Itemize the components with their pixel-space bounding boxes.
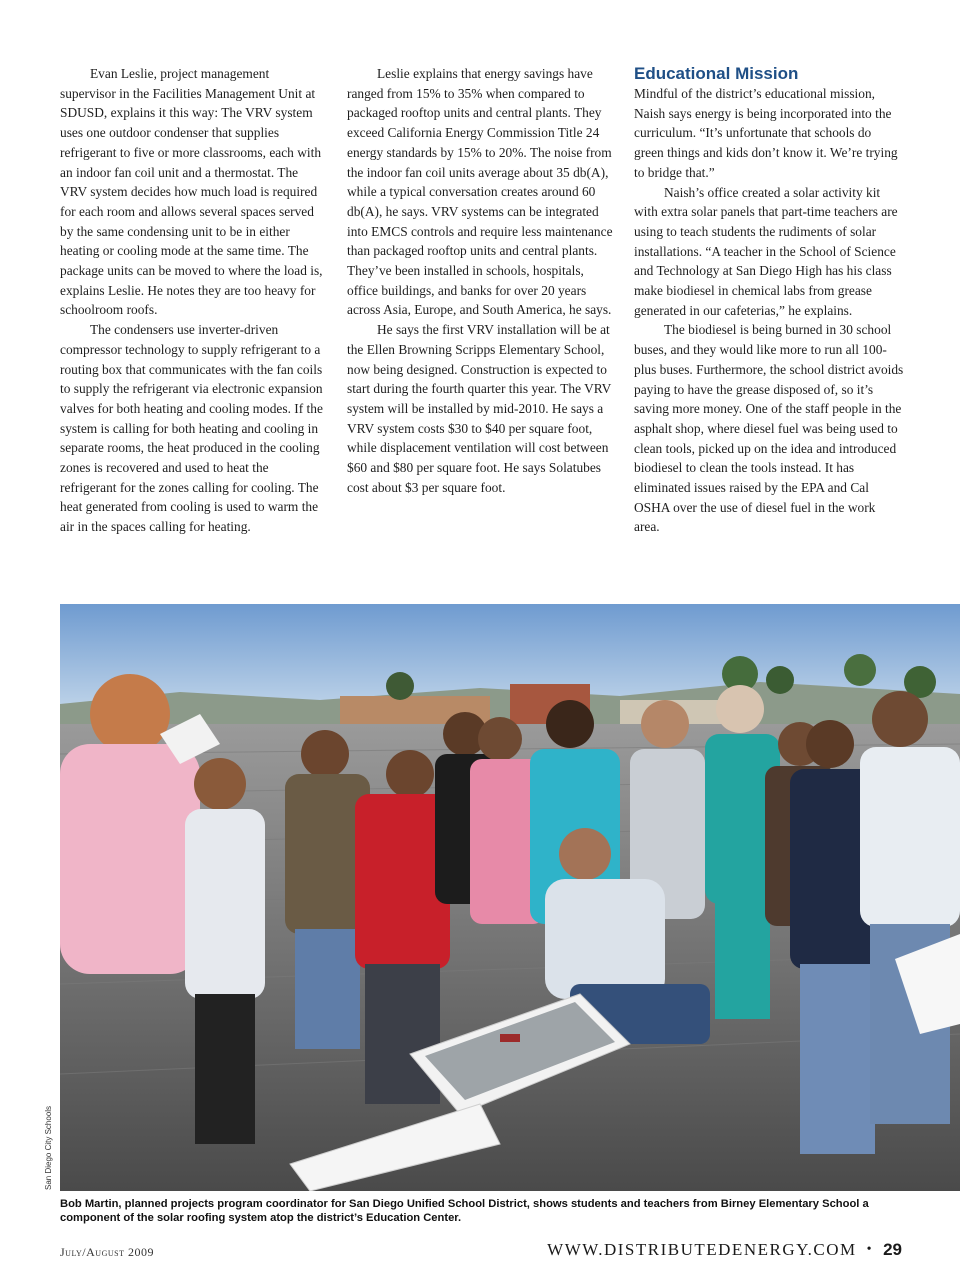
issue-date: July/August 2009 (60, 1245, 154, 1259)
bullet-separator: • (866, 1242, 874, 1257)
photo-caption: Bob Martin, planned projects program coordinator for San Diego Unified School District, shows students and teachers from Birney Elementary School a component of the solar roofing system atop the district’s Education Center. (60, 1198, 869, 1224)
rooftop-photo (60, 604, 960, 1191)
paragraph: He says the first VRV installation will be at the Ellen Browning Scripps Elementary School, now being designed. Construction is expected to start during the fourth quarter this year. The VRV system will be installed by mid-2010. He says a VRV system costs $30 to $40 per square foot, while displacement ventilation will cost between $60 and $80 per square foot. He says Solatubes cost about $3 per square foot. (347, 322, 612, 495)
footer-website (547, 1240, 902, 1260)
section-heading: Educational Mission (634, 64, 799, 83)
paragraph: Naish’s office created a solar activity kit with extra solar panels that part-time teachers are using to teach students the rudiments of solar installations. “A teacher in the School of Science and Technology at San Diego High has his class make biodiesel in chemical labs from grease generated in our cafeterias,” he explains. (634, 184, 898, 318)
page-number: 29 (883, 1240, 902, 1259)
article-column-2 (347, 64, 615, 497)
paragraph: The biodiesel is being burned in 30 school buses, and they would like more to run all 100-plus buses. Furthermore, the school district avoids paying to have the grease disposed of, so it’s saving more money. One of the staff people in the asphalt shop, where diesel fuel was being used to clean tools, picked up on the idea and introduced biodiesel to clean the tools instead. It has eliminated issues raised by the EPA and Cal OSHA over the use of diesel fuel in the work area. (634, 322, 904, 535)
paragraph: Mindful of the district’s educational mission, Naish says energy is being incorporated into the curriculum. “It’s unfortunate that schools do green things and kids don’t know it. We’re trying to bridge that.” (634, 86, 898, 180)
paragraph: Evan Leslie, project management supervisor in the Facilities Management Unit at SDUSD, explains it this way: The VRV system uses one outdoor condenser that supplies refrigerant to five or more classrooms, each with an indoor fan coil unit and a thermostat. The VRV system decides how much load is required for each room and allows several spaces served by the same condensing unit to be in either heating or cooling mode at the same time. The package units can be moved to where the load is, explains Leslie. He notes they are too heavy for schoolroom roofs. (60, 66, 323, 318)
photo-credit: San Diego City Schools (44, 1105, 53, 1190)
paragraph: The condensers use inverter-driven compressor technology to supply refrigerant to a routing box that communicates with the fan coils to supply the refrigerant via electronic expansion valves for both heating and cooling modes. If the system is calling for both heating and cooling in separate rooms, the heat produced in the cooling zones is recovered and used to heat the refrigerant for the zones calling for cooling. The heat generated from cooling is used to warm the air in the spaces calling for heating. (60, 322, 323, 535)
paragraph: Leslie explains that energy savings have ranged from 15% to 35% when compared to packaged rooftop units and central plants. They exceed California Energy Commission Title 24 energy standards by 15% to 20%. The noise from the indoor fan coil units average about 35 db(A), while a typical conversation creates around 60 db(A), he says. VRV systems can be integrated into EMCS controls and require less maintenance than packaged rooftop units and central plants. They’ve been installed in schools, hospitals, office buildings, and banks for over 20 years across Asia, Europe, and South America, he says. (347, 66, 613, 318)
article-column-1 (60, 64, 328, 537)
website-url: WWW.DISTRIBUTEDENERGY.COM (547, 1240, 857, 1259)
article-column-3 (634, 64, 904, 537)
